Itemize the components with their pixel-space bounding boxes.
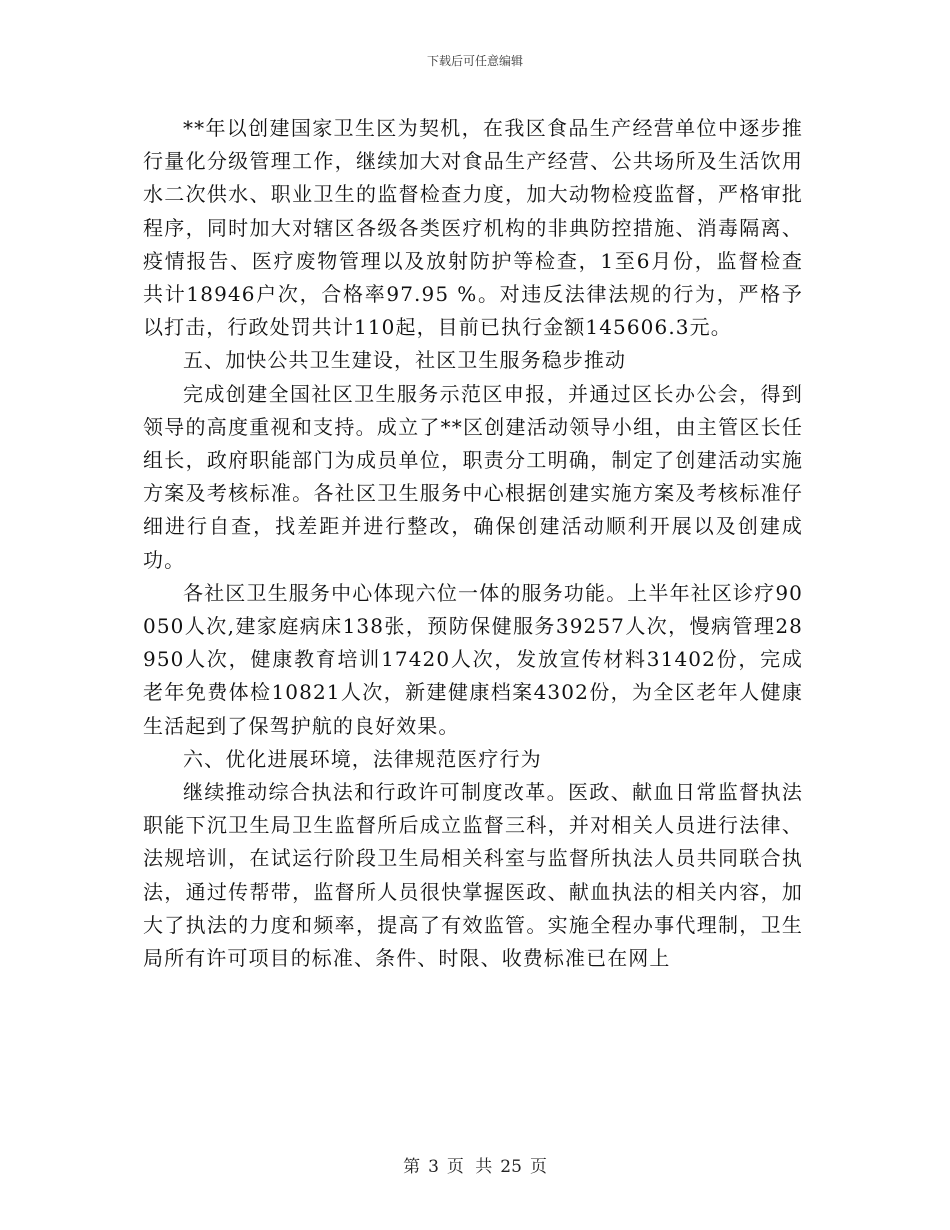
paragraph-law-enforcement: 继续推动综合执法和行政许可制度改革。医政、献血日常监督执法职能下沉卫生局卫生监督所后成立监督三科，并对相关人员进行法律、法规培训，在试运行阶段卫生局相关科室与监督所执法人员共同联合执法，通过传帮带，监督所人员很快掌握医政、献血执法的相关内容，加大了执法的力度和频率，提高了有效监管。实施全程办事代理制，卫生局所有许可项目的标准、条件、时限、收费标准已在网上 [143,780,803,971]
section-heading-five: 五、加快公共卫生建设，社区卫生服务稳步推动 [183,348,627,373]
document-body [143,112,803,975]
paragraph-demonstration-zone: 完成创建全国社区卫生服务示范区申报，并通过区长办公会，得到领导的高度重视和支持。成立了**区创建活动领导小组，由主管区长任组长，政府职能部门为成员单位，职责分工明确，制定了创建活动实施方案及考核标准。各社区卫生服务中心根据创建实施方案及考核标准仔细进行自查，找差距并进行整改，确保创建活动顺利开展以及创建成功。 [143,381,803,572]
header-note: 下载后可任意编辑 [426,54,523,68]
page-number: 3 [428,1157,439,1177]
section-heading-six: 六、优化进展环境，法律规范医疗行为 [183,746,542,771]
page-total: 25 [500,1157,522,1177]
paragraph-inspection: **年以创建国家卫生区为契机，在我区食品生产经营单位中逐步推行量化分级管理工作，继续加大对食品生产经营、公共场所及生活饮用水二次供水、职业卫生的监督检查力度，加大动物检疫监督，严格审批程序，同时加大对辖区各级各类医疗机构的非典防控措施、消毒隔离、疫情报告、医疗废物管理以及放射防护等检查，1至6月份，监督检查共计18946户次，合格率97.95 %。对违反法律法规的行为，严格予以打击，行政处罚共计110起，目前已执行金额145606.3元。 [143,116,803,340]
footer-middle: 页 共 [446,1157,493,1177]
footer-suffix: 页 [529,1157,547,1177]
paragraph-community-services: 各社区卫生服务中心体现六位一体的服务功能。上半年社区诊疗90050人次,建家庭病床138张，预防保健服务39257人次，慢病管理28950人次，健康教育培训17420人次，发放宣传材料31402份，完成老年免费体检10821人次，新建健康档案4302份，为全区老年人健康生活起到了保驾护航的良好效果。 [143,580,803,738]
footer-prefix: 第 [403,1157,421,1177]
page-footer [0,1152,950,1177]
